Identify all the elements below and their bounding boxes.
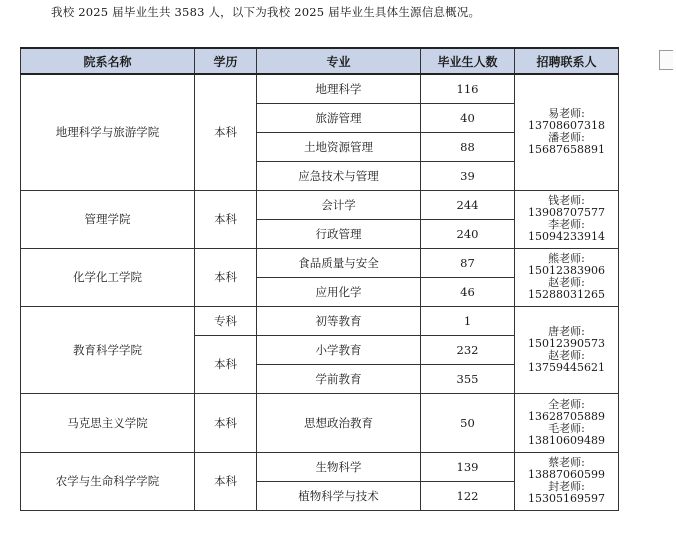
contact-phone: 15288031265 <box>528 288 605 301</box>
table-row <box>21 306 619 335</box>
degree-cell: 本科 <box>195 335 257 393</box>
major-cell: 生物科学 <box>257 452 421 481</box>
page-edge-icon <box>659 50 673 70</box>
major-cell: 思想政治教育 <box>257 393 421 452</box>
header-college: 院系名称 <box>21 48 195 74</box>
count-cell: 40 <box>421 103 515 132</box>
count-cell: 88 <box>421 132 515 161</box>
college-name: 化学化工学院 <box>21 248 195 306</box>
header-contact: 招聘联系人 <box>515 48 619 74</box>
table-row <box>21 452 619 481</box>
count-cell: 244 <box>421 190 515 219</box>
count-cell: 240 <box>421 219 515 248</box>
major-cell: 应用化学 <box>257 277 421 306</box>
count-cell: 116 <box>421 74 515 103</box>
contact-phone: 15012390573 <box>528 336 605 350</box>
major-cell: 土地资源管理 <box>257 132 421 161</box>
degree-cell: 本科 <box>195 248 257 306</box>
contact-name: 蔡老师: <box>548 456 585 469</box>
count-cell: 355 <box>421 364 515 393</box>
contact-phone: 15012383906 <box>528 264 605 277</box>
count-cell: 50 <box>421 393 515 452</box>
table-row <box>21 74 619 103</box>
contact-name: 熊老师: <box>548 252 585 265</box>
contact-name: 赵老师: <box>548 348 585 362</box>
major-cell: 旅游管理 <box>257 103 421 132</box>
contact-cell <box>515 74 619 190</box>
count-cell: 1 <box>421 306 515 335</box>
contact-cell <box>515 393 619 452</box>
count-cell: 232 <box>421 335 515 364</box>
contact-phone: 13628705889 <box>528 409 605 423</box>
contact-name: 毛老师: <box>548 421 585 435</box>
table-row <box>21 190 619 219</box>
contact-name: 易老师: <box>548 107 585 121</box>
contact-phone: 15305169597 <box>528 492 605 505</box>
college-name: 马克思主义学院 <box>21 393 195 452</box>
major-cell: 行政管理 <box>257 219 421 248</box>
major-cell: 小学教育 <box>257 335 421 364</box>
graduate-info-table <box>20 47 619 511</box>
contact-phone: 13887060599 <box>528 468 605 481</box>
table-row <box>21 393 619 452</box>
header-row <box>21 48 619 74</box>
count-cell: 87 <box>421 248 515 277</box>
major-cell: 应急技术与管理 <box>257 161 421 190</box>
major-cell: 地理科学 <box>257 74 421 103</box>
contact-name: 全老师: <box>548 397 585 411</box>
table-row <box>21 248 619 277</box>
contact-name: 钱老师: <box>548 194 585 207</box>
major-cell: 学前教育 <box>257 364 421 393</box>
count-cell: 139 <box>421 452 515 481</box>
header-degree: 学历 <box>195 48 257 74</box>
contact-name: 赵老师: <box>548 276 585 289</box>
college-name: 管理学院 <box>21 190 195 248</box>
header-count: 毕业生人数 <box>421 48 515 74</box>
major-cell: 食品质量与安全 <box>257 248 421 277</box>
major-cell: 植物科学与技术 <box>257 481 421 510</box>
major-cell: 会计学 <box>257 190 421 219</box>
contact-name: 唐老师: <box>548 324 585 338</box>
count-cell: 46 <box>421 277 515 306</box>
count-cell: 39 <box>421 161 515 190</box>
contact-phone: 15094233914 <box>528 230 605 243</box>
contact-name: 潘老师: <box>548 131 585 145</box>
contact-cell <box>515 248 619 306</box>
contact-phone: 13708607318 <box>528 119 605 133</box>
contact-phone: 13810609489 <box>528 433 605 447</box>
contact-name: 李老师: <box>548 218 585 231</box>
intro-text: 我校 2025 届毕业生共 3583 人，以下为我校 2025 届毕业生具体生源信息概况。 <box>51 5 481 19</box>
degree-cell: 本科 <box>195 393 257 452</box>
degree-cell: 专科 <box>195 306 257 335</box>
college-name: 地理科学与旅游学院 <box>21 74 195 190</box>
contact-phone: 13759445621 <box>528 360 605 374</box>
contact-phone: 15687658891 <box>528 143 605 157</box>
contact-phone: 13908707577 <box>528 206 605 219</box>
count-cell: 122 <box>421 481 515 510</box>
major-cell: 初等教育 <box>257 306 421 335</box>
contact-cell <box>515 306 619 393</box>
college-name: 农学与生命科学学院 <box>21 452 195 510</box>
degree-cell: 本科 <box>195 74 257 190</box>
header-major: 专业 <box>257 48 421 74</box>
degree-cell: 本科 <box>195 452 257 510</box>
degree-cell: 本科 <box>195 190 257 248</box>
contact-cell <box>515 190 619 248</box>
contact-cell <box>515 452 619 510</box>
contact-name: 封老师: <box>548 480 585 493</box>
college-name: 教育科学学院 <box>21 306 195 393</box>
